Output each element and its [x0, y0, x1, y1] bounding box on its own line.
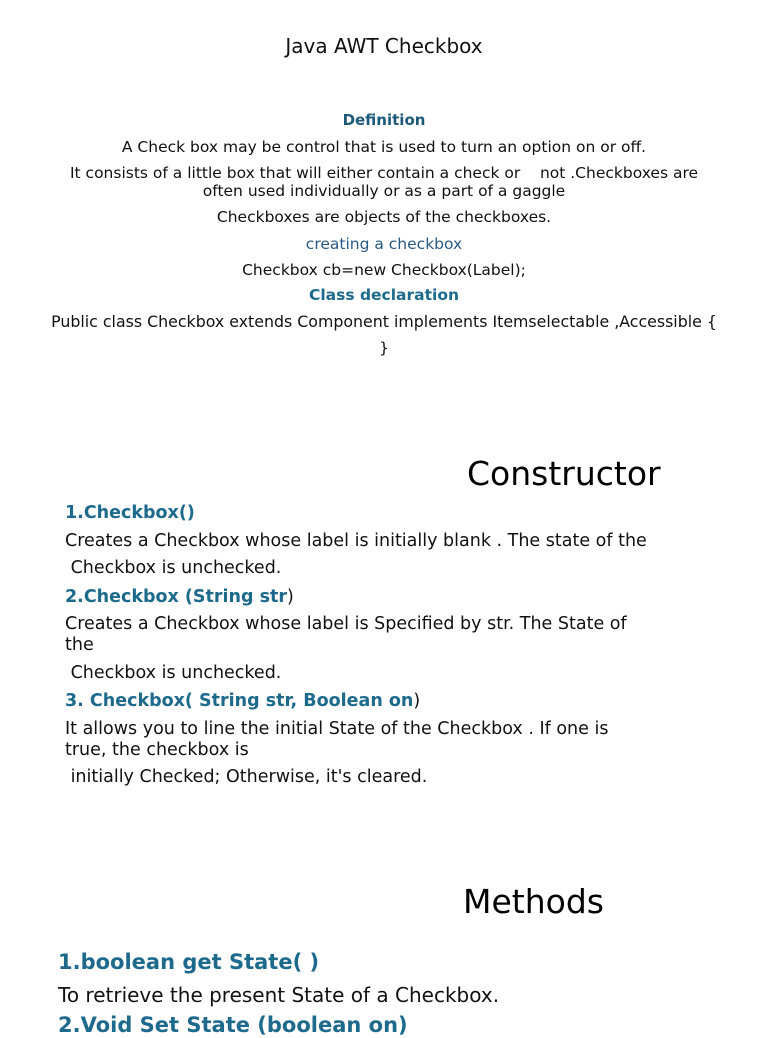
method-item-1-heading: 1.boolean get State( )	[58, 950, 320, 974]
constructor-heading: Constructor	[467, 454, 661, 493]
constructor-item-2-tail: )	[287, 587, 294, 607]
constructor-item-1-signature: 1.Checkbox()	[65, 503, 195, 523]
constructor-item-2-line-2: the	[65, 635, 94, 655]
method-item-2-heading: 2.Void Set State (boolean on)	[58, 1013, 408, 1037]
methods-heading: Methods	[463, 882, 604, 921]
constructor-item-2-heading	[65, 586, 294, 608]
constructor-item-3-line-2: true, the checkbox is	[65, 740, 249, 760]
constructor-item-3-tail: )	[413, 691, 421, 711]
definition-line-1: A Check box may be control that is used to turn an option on or off.	[121, 138, 647, 156]
constructor-item-1-line-1: Creates a Checkbox whose label is initially blank . The state of the	[65, 531, 647, 551]
constructor-item-3-heading	[65, 690, 420, 712]
constructor-item-2-line-3: Checkbox is unchecked.	[65, 663, 282, 683]
constructor-item-3-signature: 3. Checkbox( String str, Boolean on	[65, 691, 414, 711]
class-declaration-heading: Class declaration	[308, 286, 460, 304]
method-item-1-body: To retrieve the present State of a Checkbox.	[58, 983, 500, 1007]
class-declaration-close: }	[379, 339, 389, 357]
constructor-item-3-line-1: It allows you to line the initial State of the Checkbox . If one is	[65, 719, 609, 739]
definition-line-2b: often used individually or as a part of a gaggle	[202, 182, 566, 200]
creating-checkbox-heading: creating a checkbox	[305, 235, 463, 253]
definition-line-3: Checkboxes are objects of the checkboxes.	[216, 208, 552, 226]
constructor-item-1-line-2: Checkbox is unchecked.	[65, 558, 282, 578]
constructor-item-1-heading	[65, 502, 195, 524]
constructor-item-2-line-1: Creates a Checkbox whose label is Specified by str. The State of	[65, 614, 627, 634]
definition-line-2a: It consists of a little box that will either contain a check or not .Checkboxes are	[69, 164, 699, 182]
class-declaration-line: Public class Checkbox extends Component implements Itemselectable ,Accessible {	[51, 312, 717, 331]
definition-heading: Definition	[342, 111, 426, 129]
constructor-item-3-line-3: initially Checked; Otherwise, it's cleared.	[65, 767, 428, 787]
page-title: Java AWT Checkbox	[285, 34, 483, 58]
creating-checkbox-code: Checkbox cb=new Checkbox(Label);	[242, 261, 526, 279]
constructor-item-2-signature: 2.Checkbox (String str	[65, 587, 288, 607]
